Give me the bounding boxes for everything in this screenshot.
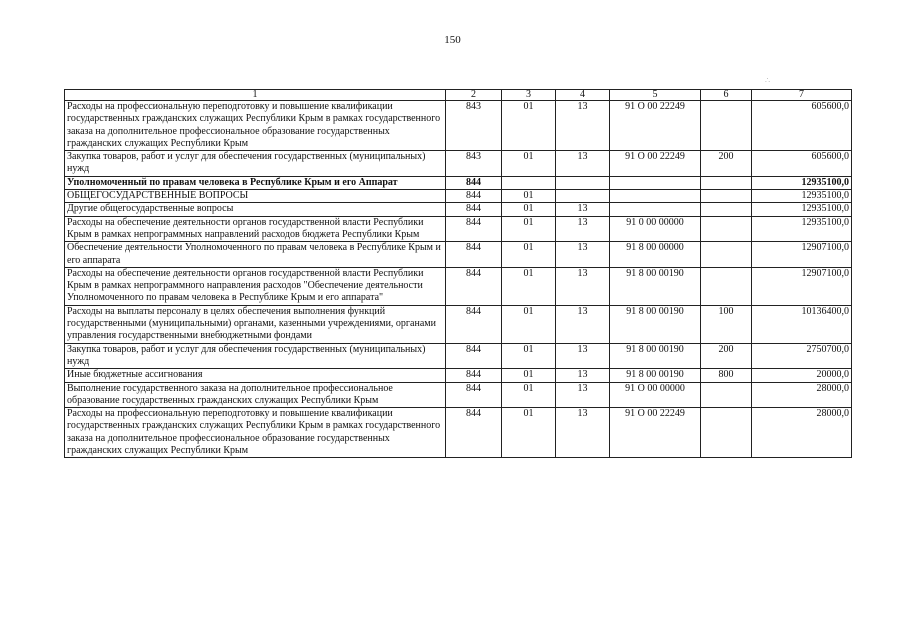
table-row bbox=[65, 267, 852, 305]
table-row bbox=[65, 190, 852, 203]
row-description: Расходы на обеспечение деятельности органов государственной власти Республики Крым в рамках непрограммного направления расходов "Обеспечение деятельности Уполномоченного по правам человека в Республике Крым и его аппарата" bbox=[65, 267, 446, 305]
row-expense-type: 800 bbox=[701, 369, 752, 382]
table-row bbox=[65, 408, 852, 458]
row-ministry-code: 844 bbox=[446, 267, 502, 305]
row-expense-type bbox=[701, 382, 752, 408]
row-description: Расходы на профессиональную переподготовку и повышение квалификации государственных гражданских служащих Республики Крым в рамках государственного заказа на дополнительное профессиональное образование государственных гражданских служащих Республики Крым bbox=[65, 101, 446, 151]
column-header: 4 bbox=[556, 90, 610, 101]
row-amount: 12935100,0 bbox=[752, 176, 852, 189]
row-description: Другие общегосударственные вопросы bbox=[65, 203, 446, 216]
row-ministry-code: 844 bbox=[446, 408, 502, 458]
row-amount: 28000,0 bbox=[752, 382, 852, 408]
row-target-article bbox=[610, 203, 701, 216]
column-header: 2 bbox=[446, 90, 502, 101]
row-amount: 12907100,0 bbox=[752, 242, 852, 268]
row-amount: 12907100,0 bbox=[752, 267, 852, 305]
row-ministry-code: 843 bbox=[446, 101, 502, 151]
row-section-code bbox=[502, 176, 556, 189]
row-target-article: 91 8 00 00190 bbox=[610, 343, 701, 369]
column-header: 5 bbox=[610, 90, 701, 101]
column-header: 7 bbox=[752, 90, 852, 101]
row-description: Расходы на выплаты персоналу в целях обеспечения выполнения функций государственными (муниципальными) органами, казенными учреждениями, органами управления государственными внебюджетными фондами bbox=[65, 305, 446, 343]
row-ministry-code: 844 bbox=[446, 203, 502, 216]
row-section-code: 01 bbox=[502, 151, 556, 177]
row-amount: 605600,0 bbox=[752, 151, 852, 177]
row-target-article: 91 О 00 00000 bbox=[610, 382, 701, 408]
table-row bbox=[65, 382, 852, 408]
row-description: Иные бюджетные ассигнования bbox=[65, 369, 446, 382]
row-amount: 20000,0 bbox=[752, 369, 852, 382]
row-description: ОБЩЕГОСУДАРСТВЕННЫЕ ВОПРОСЫ bbox=[65, 190, 446, 203]
row-expense-type bbox=[701, 408, 752, 458]
table-row bbox=[65, 369, 852, 382]
table-row bbox=[65, 203, 852, 216]
row-ministry-code: 844 bbox=[446, 242, 502, 268]
column-header: 6 bbox=[701, 90, 752, 101]
row-ministry-code: 844 bbox=[446, 369, 502, 382]
row-amount: 12935100,0 bbox=[752, 190, 852, 203]
row-section-code: 01 bbox=[502, 203, 556, 216]
row-expense-type bbox=[701, 267, 752, 305]
column-header: 3 bbox=[502, 90, 556, 101]
row-amount: 28000,0 bbox=[752, 408, 852, 458]
row-target-article: 91 8 00 00190 bbox=[610, 369, 701, 382]
row-target-article: 91 О 00 22249 bbox=[610, 101, 701, 151]
row-subsection-code: 13 bbox=[556, 382, 610, 408]
row-section-code: 01 bbox=[502, 305, 556, 343]
row-section-code: 01 bbox=[502, 408, 556, 458]
row-amount: 12935100,0 bbox=[752, 216, 852, 242]
row-expense-type bbox=[701, 203, 752, 216]
row-expense-type bbox=[701, 216, 752, 242]
row-subsection-code: 13 bbox=[556, 267, 610, 305]
row-description: Уполномоченный по правам человека в Республике Крым и его Аппарат bbox=[65, 176, 446, 189]
row-section-code: 01 bbox=[502, 267, 556, 305]
row-ministry-code: 843 bbox=[446, 151, 502, 177]
row-subsection-code bbox=[556, 190, 610, 203]
row-ministry-code: 844 bbox=[446, 190, 502, 203]
row-target-article bbox=[610, 176, 701, 189]
table-row bbox=[65, 216, 852, 242]
row-section-code: 01 bbox=[502, 190, 556, 203]
row-ministry-code: 844 bbox=[446, 382, 502, 408]
row-description: Закупка товаров, работ и услуг для обеспечения государственных (муниципальных) нужд bbox=[65, 343, 446, 369]
table-row bbox=[65, 151, 852, 177]
row-subsection-code: 13 bbox=[556, 408, 610, 458]
row-target-article: 91 О 00 22249 bbox=[610, 151, 701, 177]
row-section-code: 01 bbox=[502, 101, 556, 151]
row-subsection-code: 13 bbox=[556, 242, 610, 268]
row-subsection-code: 13 bbox=[556, 343, 610, 369]
row-section-code: 01 bbox=[502, 382, 556, 408]
row-amount: 10136400,0 bbox=[752, 305, 852, 343]
row-description: Закупка товаров, работ и услуг для обеспечения государственных (муниципальных) нужд bbox=[65, 151, 446, 177]
row-target-article: 91 О 00 22249 bbox=[610, 408, 701, 458]
row-amount: 2750700,0 bbox=[752, 343, 852, 369]
row-subsection-code: 13 bbox=[556, 101, 610, 151]
page-number: 150 bbox=[444, 34, 461, 46]
row-description: Расходы на обеспечение деятельности органов государственной власти Республики Крым в рамках непрограммных направлений расходов бюджета Республики Крым bbox=[65, 216, 446, 242]
table-row bbox=[65, 242, 852, 268]
row-subsection-code: 13 bbox=[556, 216, 610, 242]
row-section-code: 01 bbox=[502, 343, 556, 369]
row-subsection-code: 13 bbox=[556, 151, 610, 177]
table-row bbox=[65, 176, 852, 189]
row-ministry-code: 844 bbox=[446, 343, 502, 369]
row-subsection-code: 13 bbox=[556, 305, 610, 343]
row-target-article: 91 8 00 00190 bbox=[610, 267, 701, 305]
row-description: Расходы на профессиональную переподготовку и повышение квалификации государственных гражданских служащих Республики Крым в рамках государственного заказа на дополнительное профессиональное образование государственных гражданских служащих Республики Крым bbox=[65, 408, 446, 458]
row-subsection-code bbox=[556, 176, 610, 189]
row-ministry-code: 844 bbox=[446, 176, 502, 189]
row-expense-type: 100 bbox=[701, 305, 752, 343]
row-expense-type bbox=[701, 242, 752, 268]
table-row bbox=[65, 343, 852, 369]
row-section-code: 01 bbox=[502, 242, 556, 268]
row-expense-type: 200 bbox=[701, 151, 752, 177]
row-expense-type bbox=[701, 176, 752, 189]
row-ministry-code: 844 bbox=[446, 305, 502, 343]
row-subsection-code: 13 bbox=[556, 203, 610, 216]
budget-table bbox=[64, 89, 852, 458]
row-section-code: 01 bbox=[502, 369, 556, 382]
column-header: 1 bbox=[65, 90, 446, 101]
table-header-row bbox=[65, 90, 852, 101]
scan-mark: ∴ bbox=[765, 76, 771, 85]
row-subsection-code: 13 bbox=[556, 369, 610, 382]
row-amount: 12935100,0 bbox=[752, 203, 852, 216]
table-row bbox=[65, 101, 852, 151]
row-target-article: 91 0 00 00000 bbox=[610, 216, 701, 242]
row-amount: 605600,0 bbox=[752, 101, 852, 151]
row-expense-type bbox=[701, 101, 752, 151]
row-expense-type: 200 bbox=[701, 343, 752, 369]
row-description: Выполнение государственного заказа на дополнительное профессиональное образование государственных гражданских служащих Республики Крым bbox=[65, 382, 446, 408]
row-expense-type bbox=[701, 190, 752, 203]
row-section-code: 01 bbox=[502, 216, 556, 242]
row-target-article bbox=[610, 190, 701, 203]
row-target-article: 91 8 00 00000 bbox=[610, 242, 701, 268]
table-row bbox=[65, 305, 852, 343]
row-ministry-code: 844 bbox=[446, 216, 502, 242]
row-description: Обеспечение деятельности Уполномоченного по правам человека в Республике Крым и его аппарата bbox=[65, 242, 446, 268]
row-target-article: 91 8 00 00190 bbox=[610, 305, 701, 343]
